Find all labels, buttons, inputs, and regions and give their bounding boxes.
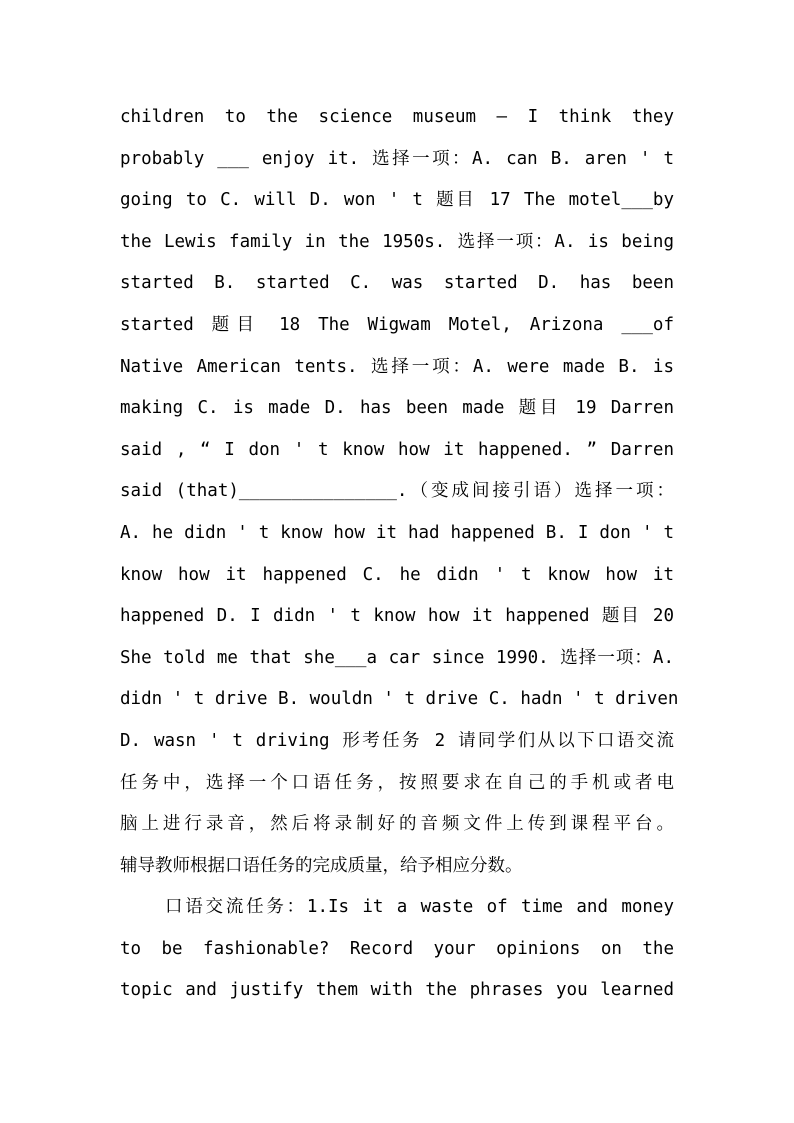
- text-line: making C. is made D. has been made 题目 19 Darren: [120, 398, 674, 419]
- text-line: didn ' t drive B. wouldn ' t drive C. hadn ' t driven: [120, 689, 679, 710]
- text-line: probably ___ enjoy it. 选择一项：A. can B. aren ' t: [120, 148, 674, 169]
- text-line: to be fashionable? Record your opinions on the: [120, 938, 674, 959]
- text-line: 辅导教师根据口语任务的完成质量，给予相应分数。: [120, 855, 523, 876]
- text-line: started B. started C. was started D. has been: [120, 273, 674, 294]
- text-line: started 题目 18 The Wigwam Motel, Arizona ___of: [120, 314, 674, 335]
- text-line: children to the science museum – I think they: [120, 107, 674, 127]
- text-line: 任务中，选择一个口语任务，按照要求在自己的手机或者电: [120, 772, 674, 793]
- text-line: A. he didn ' t know how it had happened B. I don ' t: [120, 522, 674, 543]
- text-line: the Lewis family in the 1950s. 选择一项：A. is being: [120, 231, 674, 252]
- text-line: happened D. I didn ' t know how it happened 题目 20: [120, 606, 674, 627]
- text-line: going to C. will D. won ' t 题目 17 The motel___by: [120, 190, 674, 211]
- text-line: said (that)_______________.（变成间接引语）选择一项：: [120, 481, 674, 502]
- text-line: 脑上进行录音，然后将录制好的音频文件上传到课程平台。: [120, 814, 674, 835]
- document-body: [120, 97, 679, 1012]
- text-line: She told me that she___a car since 1990. 选择一项：A.: [120, 647, 674, 668]
- text-line: D. wasn ' t driving 形考任务 2 请同学们从以下口语交流: [120, 730, 674, 751]
- text-line: know how it happened C. he didn ' t know how it: [120, 564, 674, 585]
- text-line: said , “ I don ' t know how it happened. ” Darren: [120, 439, 674, 460]
- text-line: 口语交流任务：1.Is it a waste of time and money: [165, 897, 674, 918]
- text-line: Native American tents. 选择一项：A. were made B. is: [120, 356, 674, 377]
- text-line: topic and justify them with the phrases you learned: [120, 980, 674, 1001]
